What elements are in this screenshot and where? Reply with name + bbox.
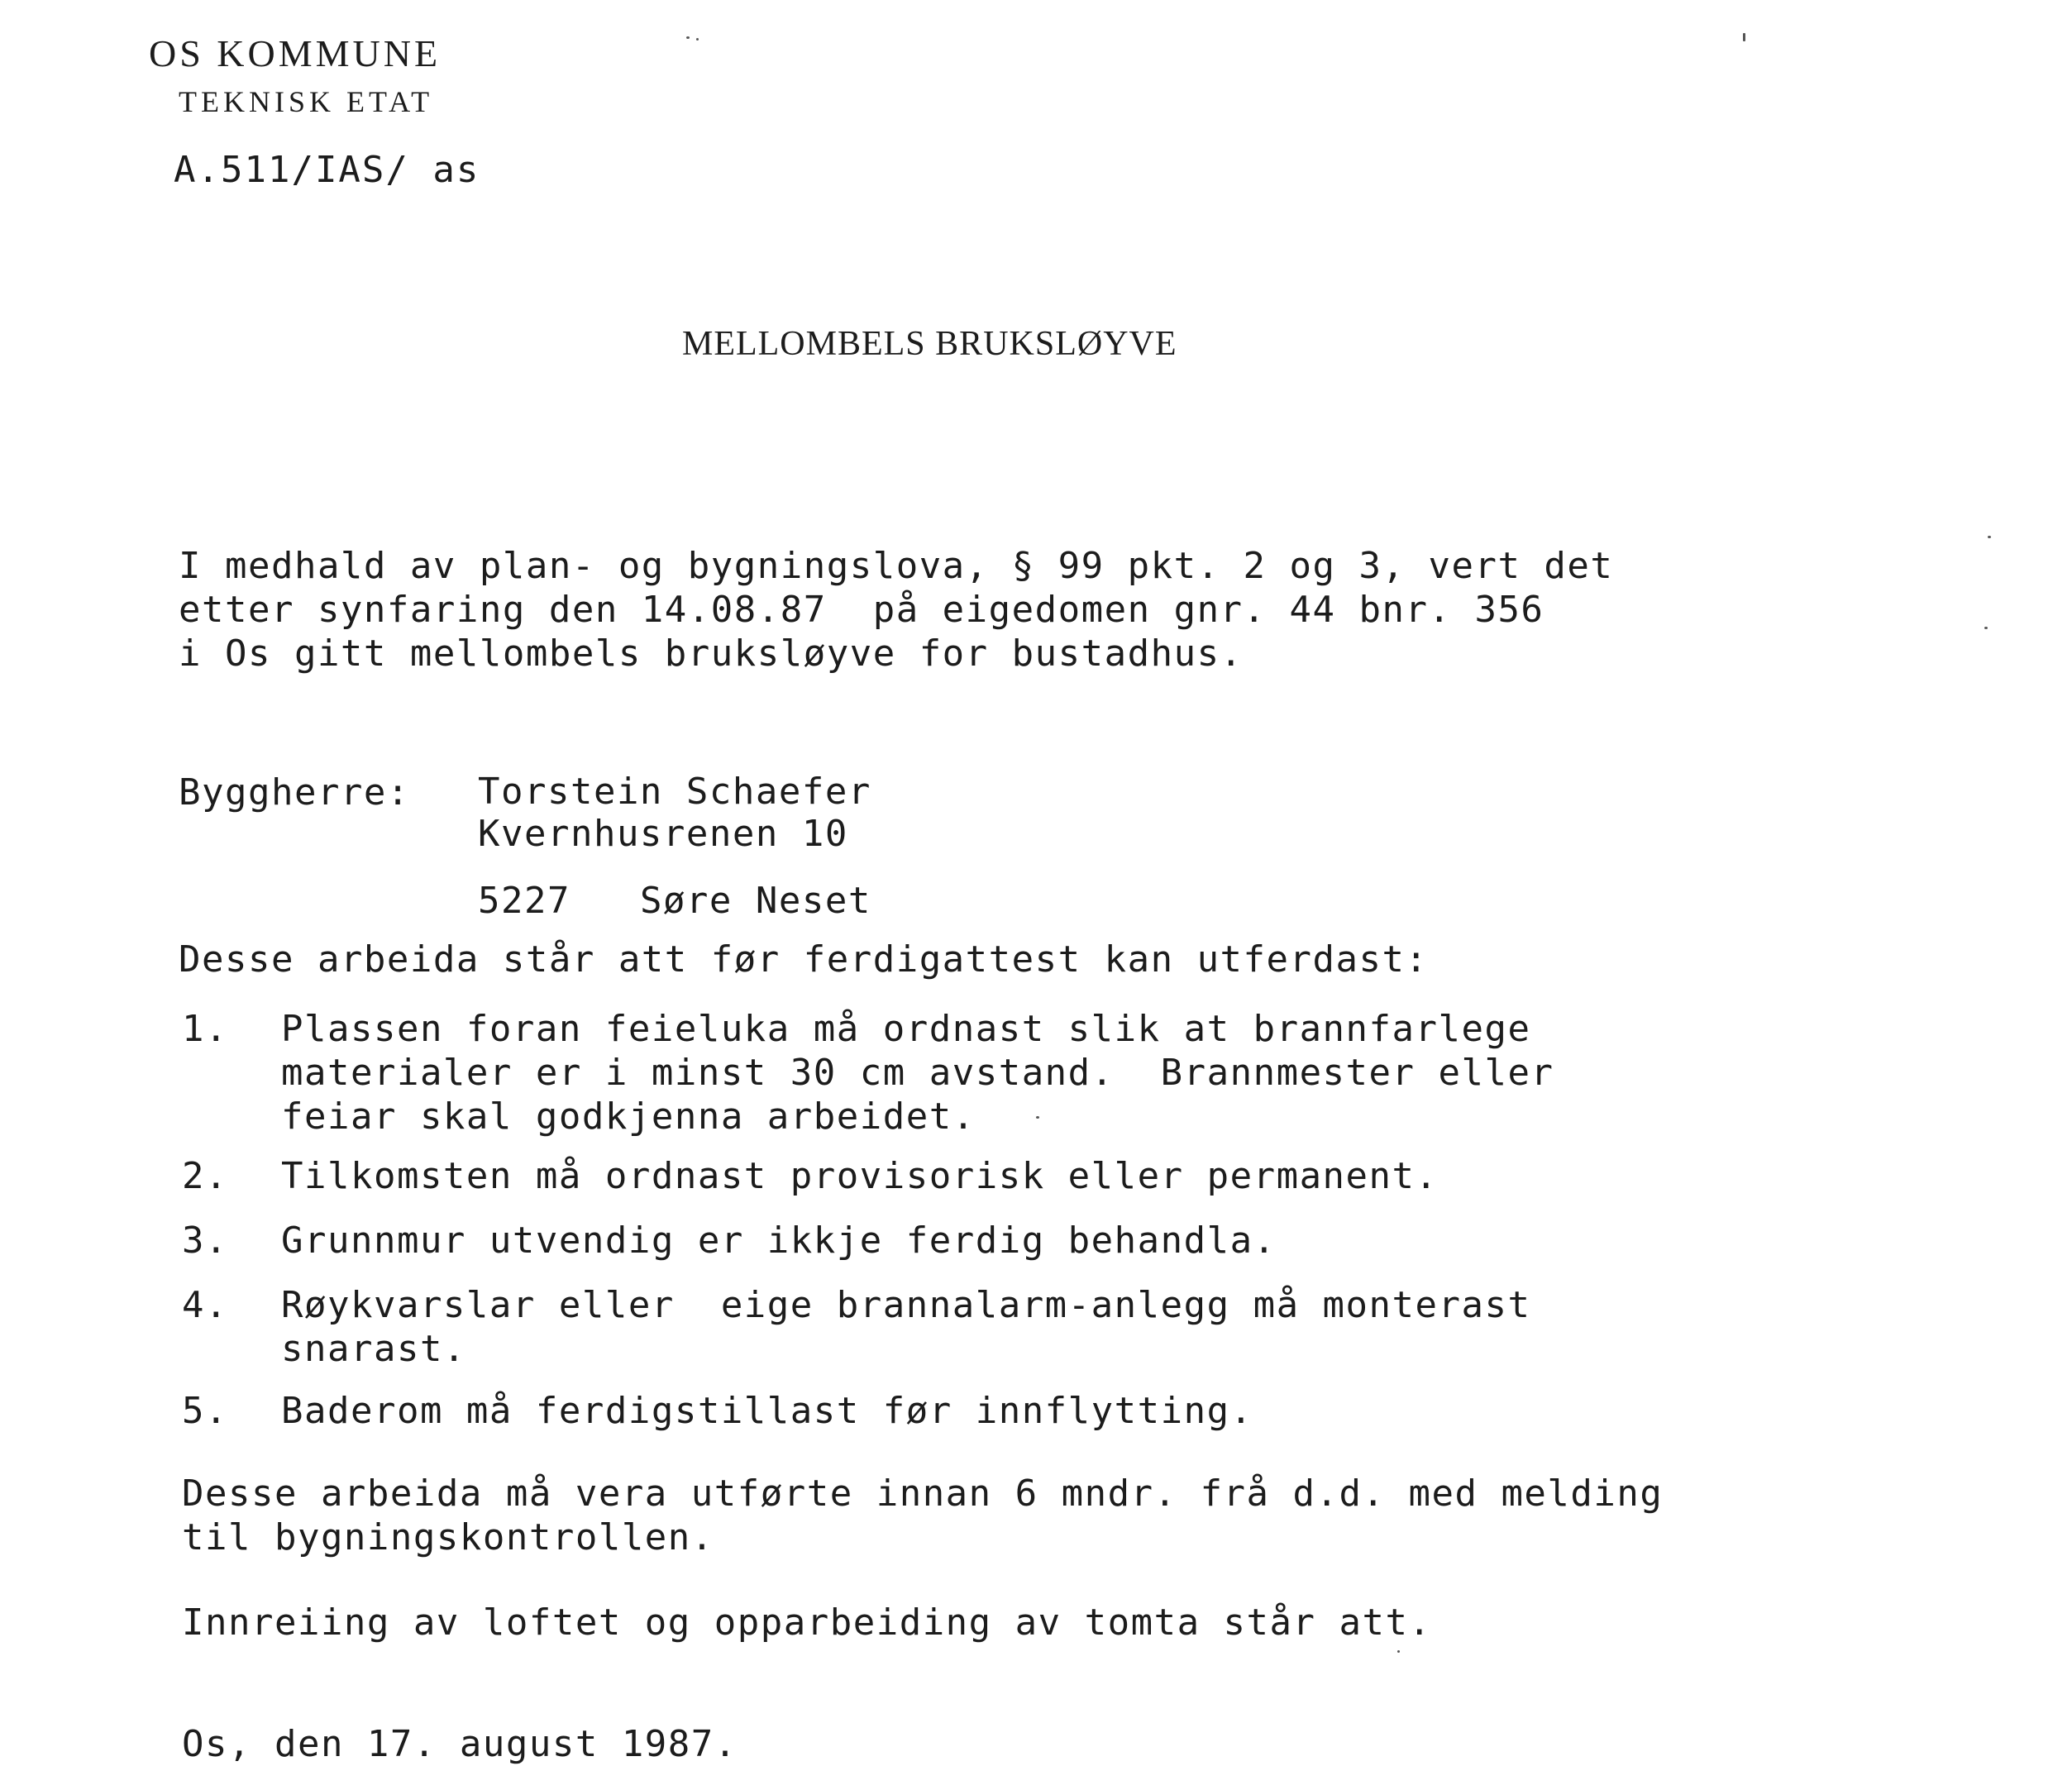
list-item-number: 3. bbox=[182, 1219, 228, 1262]
list-item-number: 5. bbox=[182, 1390, 228, 1432]
list-item bbox=[182, 1219, 1277, 1262]
postal-code: 5227 bbox=[478, 880, 571, 922]
list-item-text bbox=[281, 1283, 1530, 1371]
deadline-line: Desse arbeida må vera utførte innan 6 mndr. frå d.d. med melding bbox=[182, 1472, 1664, 1515]
dateline: Os, den 17. august 1987. bbox=[182, 1723, 738, 1765]
deadline-paragraph bbox=[182, 1472, 1663, 1559]
remaining-note: Innreiing av loftet og opparbeiding av tomta står att. bbox=[182, 1601, 1432, 1644]
deadline-line: til bygningskontrollen. bbox=[182, 1516, 714, 1558]
builder-postal bbox=[478, 879, 871, 923]
document-title: MELLOMBELS BRUKSLØYVE bbox=[682, 325, 1177, 363]
list-item-line: Tilkomsten må ordnast provisorisk eller permanent. bbox=[281, 1155, 1439, 1197]
list-item-text bbox=[281, 1389, 1253, 1433]
intro-line: etter synfaring den 14.08.87 på eigedomen gnr. 44 bnr. 356 bbox=[179, 589, 1544, 631]
builder-address-block bbox=[478, 771, 871, 855]
builder-name: Torstein Schaefer bbox=[478, 771, 871, 813]
scan-speck bbox=[1984, 627, 1988, 629]
list-item-text bbox=[281, 1219, 1277, 1262]
list-item-line: Plassen foran feieluka må ordnast slik at brannfarlege bbox=[281, 1008, 1531, 1050]
list-item-number: 1. bbox=[182, 1008, 228, 1050]
list-item-line: Baderom må ferdigstillast før innflytting. bbox=[281, 1390, 1253, 1432]
list-item bbox=[182, 1007, 1554, 1138]
department-name: TEKNISK ETAT bbox=[179, 85, 434, 118]
list-item-line: Grunnmur utvendig er ikkje ferdig behandla. bbox=[281, 1219, 1277, 1262]
intro-line: i Os gitt mellombels bruksløyve for bustadhus. bbox=[179, 632, 1244, 675]
list-item-line: materialer er i minst 30 cm avstand. Brannmester eller bbox=[281, 1052, 1554, 1094]
list-item bbox=[182, 1389, 1253, 1433]
list-item-line: feiar skal godkjenna arbeidet. bbox=[281, 1095, 976, 1138]
list-item-text bbox=[281, 1007, 1554, 1138]
scan-speck bbox=[1397, 1650, 1400, 1653]
scan-speck bbox=[1036, 1116, 1039, 1119]
scan-speck bbox=[686, 36, 690, 39]
builder-label: Byggherre: bbox=[179, 771, 410, 814]
intro-line: I medhald av plan- og bygningslova, § 99 pkt. 2 og 3, vert det bbox=[179, 545, 1614, 587]
builder-address: Kvernhusrenen 10 bbox=[478, 813, 848, 855]
works-heading: Desse arbeida står att før ferdigattest kan utferdast: bbox=[179, 938, 1429, 981]
scan-speck bbox=[1743, 33, 1745, 41]
scan-speck bbox=[696, 38, 699, 41]
list-item bbox=[182, 1154, 1439, 1198]
list-item-number: 4. bbox=[182, 1284, 228, 1326]
list-item-number: 2. bbox=[182, 1155, 228, 1197]
postal-place: Søre Neset bbox=[639, 880, 871, 922]
list-item-line: snarast. bbox=[281, 1328, 466, 1370]
list-item bbox=[182, 1283, 1530, 1371]
reference-number: A.511/IAS/ as bbox=[174, 149, 480, 191]
list-item-text bbox=[281, 1154, 1439, 1198]
list-item-line: Røykvarslar eller eige brannalarm-anlegg må monterast bbox=[281, 1284, 1531, 1326]
intro-paragraph bbox=[179, 544, 1613, 675]
scan-speck bbox=[1988, 536, 1991, 538]
organization-name: OS KOMMUNE bbox=[149, 32, 442, 74]
